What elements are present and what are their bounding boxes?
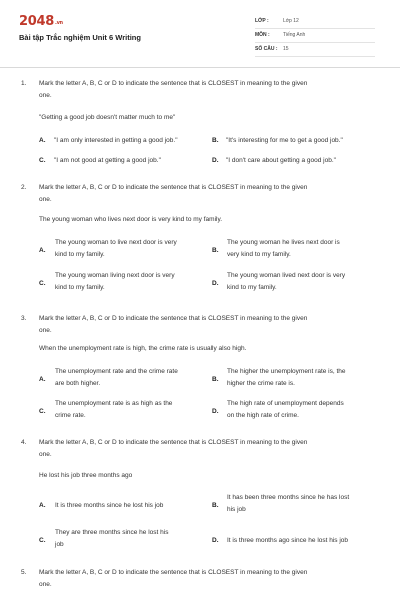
question-prompt — [39, 313, 375, 337]
option-b-letter[interactable]: B. — [212, 376, 219, 383]
option-line: The young woman living next door is very — [55, 272, 175, 279]
question-prompt-line: Mark the letter A, B, C or D to indicate the sentence that is CLOSEST in meaning to the given — [39, 315, 308, 322]
question-prompt-line: one. — [39, 581, 52, 588]
option-line: his job — [227, 505, 246, 513]
question-prompt-line: one. — [39, 327, 52, 334]
option-b-text[interactable] — [227, 492, 349, 515]
question-prompt-line: Mark the letter A, B, C or D to indicate the sentence that is CLOSEST in meaning to the given — [39, 80, 308, 87]
option-line: The unemployment rate is as high as the — [55, 400, 173, 407]
meta-class-label: LỚP : — [255, 18, 269, 24]
option-a-text[interactable] — [55, 237, 177, 260]
option-line: The unemployment rate and the crime rate — [55, 368, 178, 375]
page-title: Bài tập Trắc nghiệm Unit 6 Writing — [19, 33, 141, 42]
logo-main: 2048 — [19, 14, 54, 29]
question-prompt-line: Mark the letter A, B, C or D to indicate the sentence that is CLOSEST in meaning to the given — [39, 184, 308, 191]
option-line: crime rate. — [55, 411, 86, 419]
option-b-letter[interactable]: B. — [212, 247, 219, 254]
option-b-letter[interactable]: B. — [212, 137, 219, 144]
question-prompt — [39, 567, 375, 591]
question-number: 1. — [21, 80, 27, 87]
option-d-text[interactable] — [227, 535, 348, 547]
option-line: job — [55, 540, 64, 548]
option-d-text[interactable] — [227, 270, 345, 293]
option-b-text[interactable] — [227, 366, 346, 389]
question-prompt-line: one. — [39, 92, 52, 99]
option-c-letter[interactable]: C. — [39, 157, 46, 164]
option-d-letter[interactable]: D. — [212, 280, 219, 287]
option-a-text[interactable]: "I am only interested in getting a good job." — [54, 137, 178, 144]
question-prompt-line: Mark the letter A, B, C or D to indicate the sentence that is CLOSEST in meaning to the given — [39, 569, 308, 576]
option-c-letter[interactable]: C. — [39, 537, 46, 544]
option-a-letter[interactable]: A. — [39, 502, 46, 509]
question-sentence: "Getting a good job doesn't matter much to me" — [39, 114, 176, 121]
option-b-text[interactable] — [227, 237, 340, 260]
option-line: The young woman lived next door is very — [227, 272, 346, 279]
page-header — [0, 0, 400, 68]
question-number: 4. — [21, 439, 27, 446]
option-c-letter[interactable]: C. — [39, 280, 46, 287]
meta-subject-row — [255, 31, 375, 43]
option-line: The high rate of unemployment depends — [227, 400, 344, 407]
question-prompt — [39, 437, 375, 461]
option-line: on the high rate of crime. — [227, 411, 299, 419]
option-a-letter[interactable]: A. — [39, 247, 46, 254]
logo-suffix: .vn — [54, 20, 63, 26]
option-line: are both higher. — [55, 379, 101, 387]
option-line: They are three months since he lost his — [55, 529, 169, 536]
option-line: kind to my family. — [55, 283, 105, 291]
option-d-letter[interactable]: D. — [212, 408, 219, 415]
meta-class-row — [255, 17, 375, 29]
question-sentence: He lost his job three months ago — [39, 472, 133, 479]
question-number: 3. — [21, 315, 27, 322]
meta-class-value: Lớp 12 — [283, 18, 299, 24]
option-line: The young woman he lives next door is — [227, 239, 340, 246]
question-prompt-line: one. — [39, 451, 52, 458]
option-d-text[interactable] — [227, 398, 344, 421]
option-line: It is three months since he lost his job — [55, 502, 164, 509]
question-prompt — [39, 78, 375, 102]
option-c-text[interactable] — [55, 398, 172, 421]
option-c-text[interactable] — [55, 527, 168, 550]
option-a-text[interactable] — [55, 500, 163, 512]
option-b-text[interactable]: "It's interesting for me to get a good job." — [226, 137, 343, 144]
option-line: kind to my family. — [55, 250, 105, 258]
meta-count-label: SỐ CÂU : — [255, 46, 278, 52]
option-line: kind to my family. — [227, 283, 277, 291]
option-line: It is three months ago since he lost his job — [227, 537, 349, 544]
option-line: very kind to my family. — [227, 250, 291, 258]
question-prompt-line: Mark the letter A, B, C or D to indicate the sentence that is CLOSEST in meaning to the given — [39, 439, 308, 446]
option-a-letter[interactable]: A. — [39, 137, 46, 144]
option-d-letter[interactable]: D. — [212, 537, 219, 544]
meta-count-row — [255, 45, 375, 57]
option-d-letter[interactable]: D. — [212, 157, 219, 164]
option-c-letter[interactable]: C. — [39, 408, 46, 415]
question-sentence: The young woman who lives next door is very kind to my family. — [39, 216, 223, 223]
meta-count-value: 15 — [283, 46, 289, 52]
option-c-text[interactable] — [55, 270, 175, 293]
option-a-text[interactable] — [55, 366, 178, 389]
option-line: higher the crime rate is. — [227, 379, 295, 387]
option-a-letter[interactable]: A. — [39, 376, 46, 383]
site-logo[interactable] — [19, 14, 63, 29]
option-d-text[interactable]: "I don't care about getting a good job." — [226, 157, 336, 164]
question-number: 2. — [21, 184, 27, 191]
question-sentence: When the unemployment rate is high, the crime rate is usually also high. — [39, 345, 247, 352]
meta-subject-label: MÔN : — [255, 32, 270, 38]
option-line: It has been three months since he has lost — [227, 494, 350, 501]
option-b-letter[interactable]: B. — [212, 502, 219, 509]
question-prompt — [39, 182, 375, 206]
meta-subject-value: Tiếng Anh — [283, 32, 306, 38]
option-c-text[interactable]: "I am not good at getting a good job." — [54, 157, 161, 164]
question-prompt-line: one. — [39, 196, 52, 203]
option-line: The higher the unemployment rate is, the — [227, 368, 346, 375]
question-number: 5. — [21, 569, 27, 576]
option-line: The young woman to live next door is very — [55, 239, 177, 246]
